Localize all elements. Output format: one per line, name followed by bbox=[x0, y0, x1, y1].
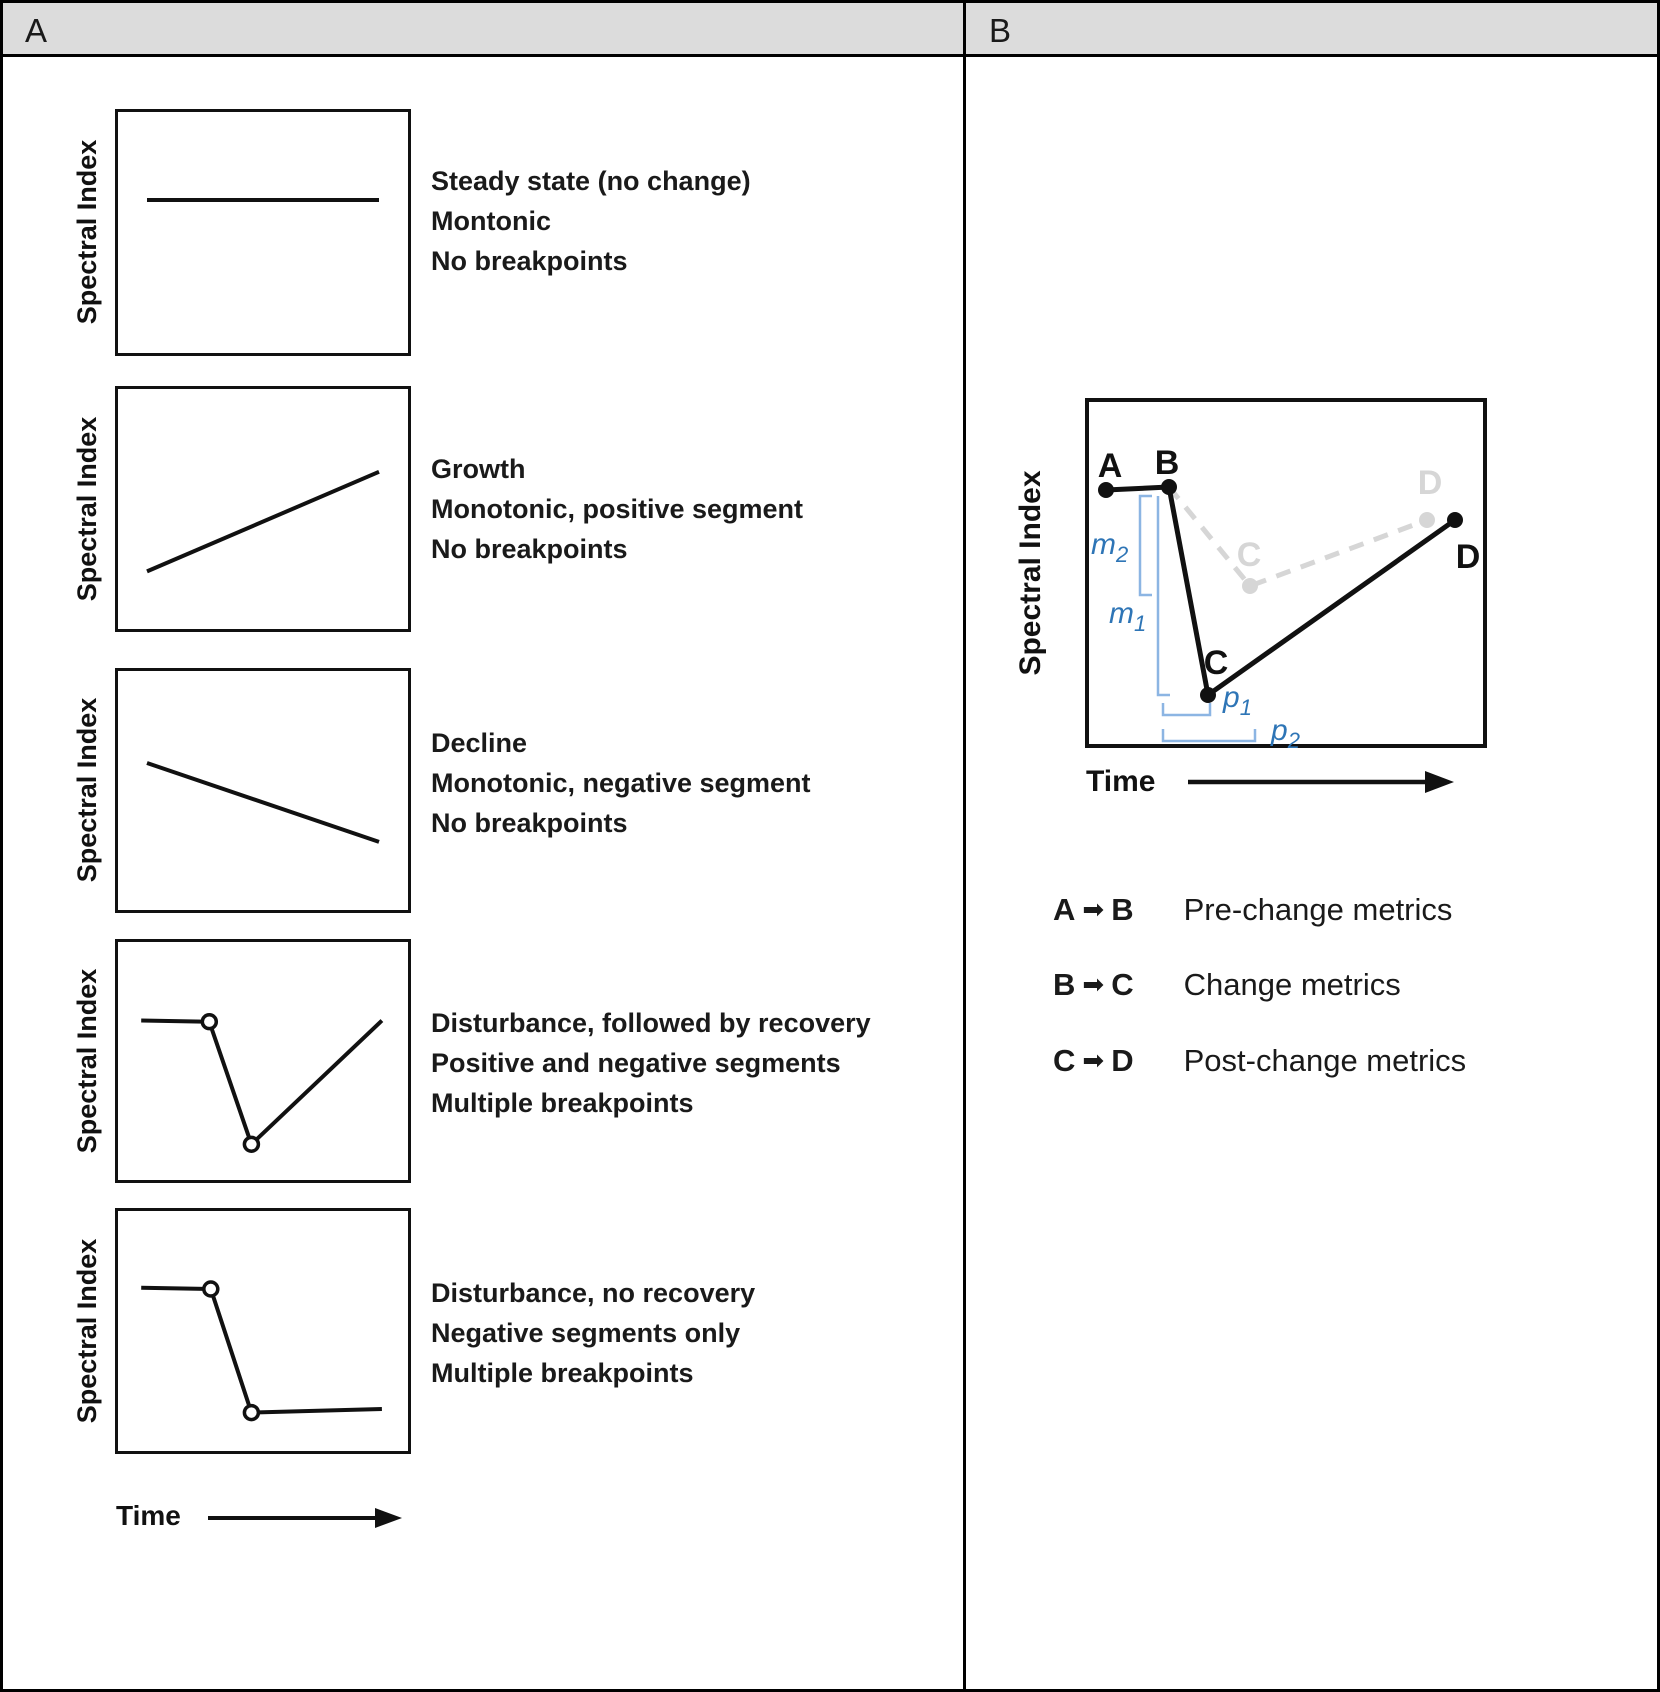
legend-desc: Pre-change metrics bbox=[1183, 892, 1453, 927]
alt-point-d-dot bbox=[1419, 512, 1435, 528]
miniplot-steady-state bbox=[115, 109, 411, 356]
miniplot-steady-state-svg bbox=[118, 112, 408, 353]
metric-p1-label: $p_1$ bbox=[1223, 681, 1252, 720]
desc-growth bbox=[431, 449, 961, 569]
legend-pair bbox=[1053, 889, 1175, 932]
right-arrow-icon: ➡ bbox=[1082, 894, 1105, 924]
panel-b-plot bbox=[1085, 398, 1487, 753]
alt-trajectory-dashed-line bbox=[1169, 487, 1427, 586]
point-c-dot bbox=[1200, 687, 1216, 703]
desc-line: Positive and negative segments bbox=[431, 1048, 841, 1078]
desc-line: Disturbance, no recovery bbox=[431, 1278, 756, 1308]
panel-b-plot-svg bbox=[1089, 402, 1483, 753]
alt-point-d-label: D bbox=[1417, 464, 1443, 502]
point-b-label: B bbox=[1154, 444, 1180, 482]
desc-disturbance-recovery bbox=[431, 1003, 961, 1123]
legend-from: B bbox=[1053, 967, 1076, 1002]
y-axis-label: Spectral Index bbox=[72, 139, 102, 325]
metric-p2-label: $p_2$ bbox=[1271, 714, 1300, 753]
desc-line: No breakpoints bbox=[431, 808, 628, 838]
desc-line: Negative segments only bbox=[431, 1318, 741, 1348]
legend-pair bbox=[1053, 1040, 1175, 1083]
desc-steady-state bbox=[431, 161, 961, 281]
legend-desc: Change metrics bbox=[1183, 967, 1401, 1002]
legend-from: A bbox=[1053, 892, 1076, 927]
desc-line: Steady state (no change) bbox=[431, 166, 751, 196]
alt-point-c-label: C bbox=[1236, 536, 1262, 574]
panel-a-time-label: Time bbox=[116, 1500, 181, 1531]
y-axis-label: Spectral Index bbox=[72, 416, 102, 602]
panel-a-time-arrow-icon bbox=[208, 1505, 403, 1531]
miniplot-disturbance-no-recovery bbox=[115, 1208, 411, 1454]
trajectory-line bbox=[141, 1021, 382, 1145]
legend-to: B bbox=[1111, 892, 1134, 927]
legend-to: D bbox=[1111, 1043, 1134, 1078]
p2-bracket bbox=[1163, 729, 1255, 741]
metric-m2-label: $m_2$ bbox=[1091, 528, 1129, 567]
desc-disturbance-no-recovery bbox=[431, 1273, 961, 1393]
point-a-label: A bbox=[1097, 447, 1123, 485]
desc-line: Montonic bbox=[431, 206, 551, 236]
desc-decline bbox=[431, 723, 961, 843]
desc-line: Monotonic, negative segment bbox=[431, 768, 811, 798]
panel-b-time-label: Time bbox=[1086, 765, 1156, 798]
legend-row-change bbox=[1053, 964, 1401, 1006]
legend-desc: Post-change metrics bbox=[1183, 1043, 1467, 1078]
panel-divider bbox=[963, 3, 966, 1689]
breakpoint-circle bbox=[244, 1406, 258, 1420]
panel-b-label: B bbox=[989, 12, 1012, 49]
panel-b-y-axis-label: Spectral Index bbox=[1014, 470, 1047, 676]
miniplot-decline-svg bbox=[118, 671, 408, 910]
y-axis-label: Spectral Index bbox=[72, 1238, 102, 1424]
desc-line: Multiple breakpoints bbox=[431, 1358, 694, 1388]
desc-line: Growth bbox=[431, 454, 526, 484]
miniplot-disturbance-no-recovery-svg bbox=[118, 1211, 408, 1451]
alt-point-c-dot bbox=[1242, 578, 1258, 594]
m2-bracket bbox=[1140, 496, 1152, 595]
legend-from: C bbox=[1053, 1043, 1076, 1078]
right-arrow-icon: ➡ bbox=[1082, 1045, 1105, 1075]
trajectory-line bbox=[141, 1288, 382, 1413]
desc-line: Monotonic, positive segment bbox=[431, 494, 804, 524]
legend-row-post-change bbox=[1053, 1040, 1466, 1082]
breakpoint-circle bbox=[244, 1137, 258, 1151]
point-d-dot bbox=[1447, 512, 1463, 528]
point-c-label: C bbox=[1203, 644, 1229, 682]
trajectory-line bbox=[147, 763, 379, 842]
miniplot-disturbance-recovery-svg bbox=[118, 942, 408, 1180]
metric-m1-label: $m_1$ bbox=[1109, 597, 1147, 636]
m1-bracket bbox=[1158, 496, 1170, 695]
arrow-head bbox=[1425, 771, 1454, 793]
right-arrow-icon: ➡ bbox=[1082, 969, 1105, 999]
y-axis-label: Spectral Index bbox=[72, 697, 102, 883]
breakpoint-circle bbox=[202, 1015, 216, 1029]
figure-header-band bbox=[3, 3, 1657, 57]
trajectory-line bbox=[147, 472, 379, 572]
panel-a-label: A bbox=[25, 12, 48, 49]
miniplot-disturbance-recovery bbox=[115, 939, 411, 1183]
p1-bracket bbox=[1163, 703, 1210, 715]
y-axis-label: Spectral Index bbox=[72, 968, 102, 1154]
desc-line: No breakpoints bbox=[431, 534, 628, 564]
miniplot-decline bbox=[115, 668, 411, 913]
desc-line: Disturbance, followed by recovery bbox=[431, 1008, 871, 1038]
miniplot-growth bbox=[115, 386, 411, 632]
legend-to: C bbox=[1111, 967, 1134, 1002]
legend-row-pre-change bbox=[1053, 889, 1452, 931]
desc-line: Decline bbox=[431, 728, 528, 758]
breakpoint-circle bbox=[204, 1282, 218, 1296]
legend-pair bbox=[1053, 964, 1175, 1007]
point-d-label: D bbox=[1455, 538, 1481, 576]
desc-line: Multiple breakpoints bbox=[431, 1088, 694, 1118]
miniplot-growth-svg bbox=[118, 389, 408, 629]
arrow-head bbox=[375, 1508, 402, 1528]
panel-b-time-arrow-icon bbox=[1188, 768, 1458, 796]
desc-line: No breakpoints bbox=[431, 246, 628, 276]
